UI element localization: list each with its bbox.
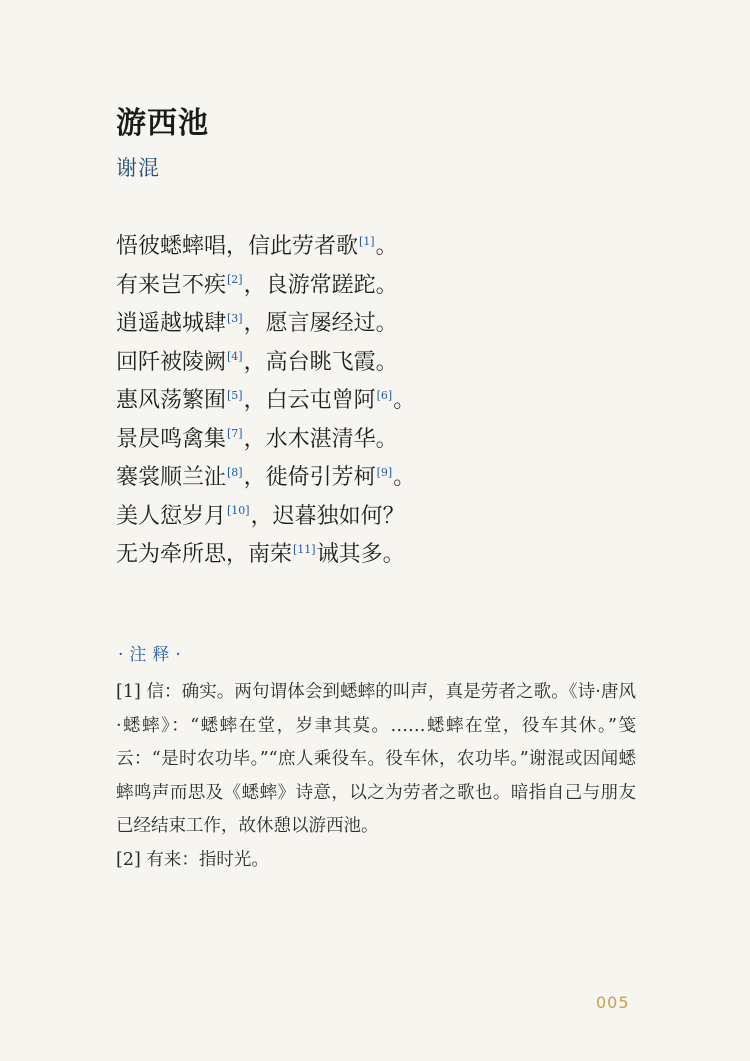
poem-title: 游西池 xyxy=(116,106,209,141)
note-reference: [8] xyxy=(227,465,243,479)
note-reference: [10] xyxy=(227,504,250,518)
line-text: 褰裳顺兰沚 xyxy=(116,465,227,490)
poem-line xyxy=(116,536,415,575)
note-reference: [7] xyxy=(227,427,243,441)
line-text: ，徙倚引芳柯 xyxy=(243,465,376,490)
page-number: 005 xyxy=(596,993,630,1012)
poem-body xyxy=(116,228,415,575)
note-reference: [11] xyxy=(293,542,316,556)
line-text: 逍遥越城肆 xyxy=(116,311,227,336)
poem-line xyxy=(116,382,415,421)
notes-heading: ·注释· xyxy=(118,645,187,665)
line-text: 景昃鸣禽集 xyxy=(116,426,227,452)
note-reference: [1] xyxy=(359,234,375,248)
poem-line xyxy=(116,267,415,306)
line-text: ，白云屯曾阿 xyxy=(243,388,376,413)
poem-line xyxy=(116,344,415,383)
note-reference: [9] xyxy=(376,465,393,479)
note-reference: [6] xyxy=(376,388,393,402)
poem-line xyxy=(116,498,415,537)
note-reference: [5] xyxy=(227,388,243,402)
line-text: 回阡被陵阙 xyxy=(116,349,227,375)
line-text: 。 xyxy=(375,234,398,259)
line-text: 无为牵所思，南荣 xyxy=(116,542,293,567)
note-item: [1] 信：确实。两句谓体会到蟋蟀的叫声，真是劳者之歌。《诗·唐风·蟋蟀》：“蟋蟀在堂，岁聿其莫。……蟋蟀在堂，役车其休。”笺云：“是时农功毕。”“庶人乘役车。役车休，农功毕。”谢混或因闻蟋蟀鸣声而思及《蟋蟀》诗意，以之为劳者之歌也。暗指自己与朋友已经结束工作，故休憩以游西池。 xyxy=(116,682,636,836)
poem-line xyxy=(116,305,415,344)
poem-author: 谢混 xyxy=(116,156,160,180)
note-reference: [2] xyxy=(227,273,243,287)
line-text: 悟彼蟋蟀唱，信此劳者歌 xyxy=(116,234,359,259)
line-text: 诫其多。 xyxy=(316,542,405,567)
poem-line xyxy=(116,421,415,460)
line-text: 。 xyxy=(393,465,416,490)
line-text: 美人愆岁月 xyxy=(116,503,227,529)
line-text: ，良游常蹉跎。 xyxy=(243,272,398,298)
poem-line xyxy=(116,228,415,267)
line-text: ，水木湛清华。 xyxy=(243,426,398,452)
note-reference: [3] xyxy=(227,311,243,325)
poem-line xyxy=(116,459,415,498)
line-text: ，高台眺飞霞。 xyxy=(243,349,398,375)
line-text: 有来岂不疾 xyxy=(116,272,227,298)
notes-list xyxy=(116,676,636,877)
line-text: 。 xyxy=(393,388,416,413)
note-reference: [4] xyxy=(227,350,243,364)
line-text: ，愿言屡经过。 xyxy=(243,311,398,336)
line-text: 惠风荡繁囿 xyxy=(116,388,227,413)
line-text: ，迟暮独如何？ xyxy=(250,503,405,529)
note-item: [2] 有来：指时光。 xyxy=(116,849,269,870)
